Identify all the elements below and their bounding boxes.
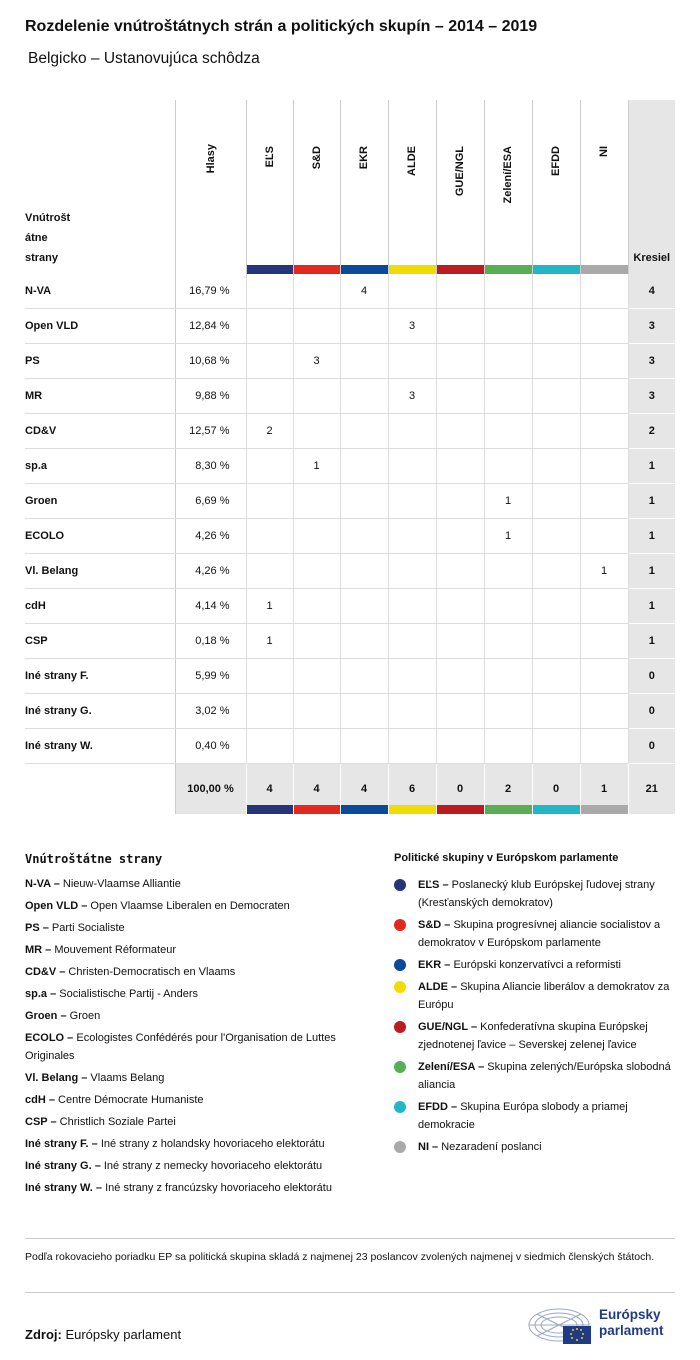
group-legend-item: GUE/NGL – Konfederatívna skupina Európskej zjednotenej ľavice – Severskej zelenej ľavice (394, 1018, 679, 1054)
group-seat-cell (388, 519, 436, 554)
group-seat-cell (293, 519, 340, 554)
group-seat-cell (246, 694, 293, 729)
party-legend-item: Iné strany W. – Iné strany z francúzsky hovoriaceho elektorátu (25, 1182, 332, 1194)
group-seat-cell (532, 414, 580, 449)
group-seat-cell (580, 379, 628, 414)
group-color-dot (394, 981, 406, 993)
party-cell: Groen (25, 484, 175, 519)
group-seat-cell (340, 414, 388, 449)
group-seat-cell (293, 659, 340, 694)
group-column-header: EĽS (246, 100, 293, 274)
group-color-bar (389, 265, 436, 274)
group-column-header: EKR (340, 100, 388, 274)
group-seat-cell (293, 484, 340, 519)
group-seat-cell: 3 (293, 344, 340, 379)
party-legend-item: Open VLD – Open Vlaamse Liberalen en Democraten (25, 900, 290, 912)
party-legend-item: cdH – Centre Démocrate Humaniste (25, 1094, 204, 1106)
party-legend-item: CSP – Christlich Soziale Partei (25, 1116, 176, 1128)
group-seat-cell (388, 624, 436, 659)
party-cell: CD&V (25, 414, 175, 449)
group-legend-heading: Politické skupiny v Európskom parlamente (394, 852, 619, 864)
source: Zdroj: Európsky parlament (25, 1327, 182, 1342)
group-seat-cell (580, 414, 628, 449)
group-legend-item: NI – Nezaradení poslanci (394, 1138, 679, 1156)
total-group-cell: 4 (340, 764, 388, 815)
party-legend (25, 852, 385, 1201)
party-legend-item: CD&V – Christen-Democratisch en Vlaams (25, 966, 236, 978)
votes-cell: 5,99 % (175, 659, 246, 694)
footnote: Podľa rokovacieho poriadku EP sa politická skupina skladá z najmenej 23 poslancov zvolených najmenej v siedmich členských štátoch. (25, 1238, 675, 1293)
table-row (25, 484, 675, 519)
party-legend-item: N-VA – Nieuw-Vlaamse Alliantie (25, 878, 181, 890)
party-legend-item: sp.a – Socialistische Partij - Anders (25, 988, 199, 1000)
group-column-header: Zelení/ESA (484, 100, 532, 274)
total-group-cell: 2 (484, 764, 532, 815)
votes-cell: 4,26 % (175, 519, 246, 554)
group-seat-cell (388, 659, 436, 694)
group-seat-cell: 1 (580, 554, 628, 589)
group-seat-cell (293, 414, 340, 449)
group-seat-cell (293, 309, 340, 344)
group-color-bar (533, 265, 580, 274)
table-row (25, 414, 675, 449)
table-row (25, 449, 675, 484)
party-cell: Open VLD (25, 309, 175, 344)
group-seat-cell (340, 519, 388, 554)
group-color-bar (341, 805, 388, 814)
group-seat-cell (340, 589, 388, 624)
group-seat-cell (580, 729, 628, 764)
party-cell: PS (25, 344, 175, 379)
group-seat-cell (580, 519, 628, 554)
group-legend-item: S&D – Skupina progresívnej aliancie socialistov a demokratov v Európskom parlamente (394, 916, 679, 952)
group-seat-cell (532, 344, 580, 379)
group-seat-cell (532, 624, 580, 659)
votes-column-header: Hlasy (175, 100, 246, 274)
seats-cell: 1 (628, 484, 675, 519)
group-seat-cell: 1 (246, 589, 293, 624)
page-title: Rozdelenie vnútroštátnych strán a politických skupín – 2014 – 2019 (25, 18, 538, 35)
party-legend-item: ECOLO – Ecologistes Confédérés pour l'Organisation de Luttes Originales (25, 1032, 336, 1062)
group-color-dot (394, 1061, 406, 1073)
group-seat-cell (580, 274, 628, 309)
total-group-cell: 6 (388, 764, 436, 815)
group-seat-cell: 1 (484, 519, 532, 554)
group-legend-item: Zelení/ESA – Skupina zelených/Európska slobodná aliancia (394, 1058, 679, 1094)
group-seat-cell (532, 694, 580, 729)
table-row (25, 589, 675, 624)
group-seat-cell (436, 729, 484, 764)
seats-cell: 3 (628, 344, 675, 379)
group-color-dot (394, 919, 406, 931)
group-seat-cell (293, 694, 340, 729)
table-row (25, 519, 675, 554)
group-seat-cell (436, 414, 484, 449)
group-color-bar (581, 805, 628, 814)
votes-cell: 0,18 % (175, 624, 246, 659)
group-seat-cell (580, 344, 628, 379)
party-cell: ECOLO (25, 519, 175, 554)
group-seat-cell (388, 589, 436, 624)
group-seat-cell (388, 729, 436, 764)
group-seat-cell (436, 589, 484, 624)
group-color-bar (437, 805, 484, 814)
group-seat-cell (484, 414, 532, 449)
group-legend-item: EKR – Európski konzervatívci a reformisti (394, 956, 679, 974)
group-seat-cell (532, 449, 580, 484)
votes-cell: 16,79 % (175, 274, 246, 309)
group-seat-cell (532, 554, 580, 589)
votes-cell: 4,26 % (175, 554, 246, 589)
group-seat-cell (436, 449, 484, 484)
votes-cell: 4,14 % (175, 589, 246, 624)
table-row (25, 309, 675, 344)
party-legend-item: MR – Mouvement Réformateur (25, 944, 177, 956)
group-seat-cell (388, 484, 436, 519)
group-seat-cell (436, 274, 484, 309)
group-seat-cell (246, 659, 293, 694)
table-row (25, 659, 675, 694)
group-seat-cell (484, 379, 532, 414)
group-seat-cell (532, 659, 580, 694)
group-seat-cell (436, 379, 484, 414)
seats-cell: 0 (628, 729, 675, 764)
group-seat-cell (484, 659, 532, 694)
group-column-header: EFDD (532, 100, 580, 274)
group-seat-cell (246, 554, 293, 589)
votes-cell: 6,69 % (175, 484, 246, 519)
total-votes-cell: 100,00 % (175, 764, 246, 815)
seats-cell: 1 (628, 589, 675, 624)
table-row (25, 694, 675, 729)
group-seat-cell (246, 344, 293, 379)
group-color-bar (389, 805, 436, 814)
group-seat-cell (532, 519, 580, 554)
group-seat-cell (340, 379, 388, 414)
group-seat-cell (340, 624, 388, 659)
group-seat-cell (580, 624, 628, 659)
group-legend-item: EĽS – Poslanecký klub Európskej ľudovej strany (Kresťanských demokratov) (394, 876, 679, 912)
party-cell: Iné strany G. (25, 694, 175, 729)
party-cell: MR (25, 379, 175, 414)
group-seat-cell (532, 379, 580, 414)
party-legend-item: Vl. Belang – Vlaams Belang (25, 1072, 165, 1084)
group-seat-cell (388, 414, 436, 449)
group-color-dot (394, 1101, 406, 1113)
seats-cell: 4 (628, 274, 675, 309)
group-seat-cell (484, 589, 532, 624)
group-seat-cell (293, 554, 340, 589)
seats-cell: 1 (628, 449, 675, 484)
group-seat-cell (484, 344, 532, 379)
group-color-dot (394, 959, 406, 971)
group-seat-cell (532, 484, 580, 519)
group-seat-cell (340, 554, 388, 589)
seats-cell: 1 (628, 624, 675, 659)
group-seat-cell (340, 729, 388, 764)
seats-cell: 1 (628, 554, 675, 589)
group-seat-cell (532, 729, 580, 764)
totals-row (25, 764, 675, 815)
parliament-building-icon (527, 1300, 597, 1344)
group-color-dot (394, 1021, 406, 1033)
group-seat-cell (580, 484, 628, 519)
page-subtitle: Belgicko – Ustanovujúca schôdza (28, 50, 260, 67)
party-legend-heading: Vnútroštátne strany (25, 852, 163, 866)
group-seat-cell (246, 729, 293, 764)
votes-cell: 12,57 % (175, 414, 246, 449)
seats-cell: 2 (628, 414, 675, 449)
votes-cell: 8,30 % (175, 449, 246, 484)
seats-cell: 3 (628, 309, 675, 344)
group-seat-cell: 1 (246, 624, 293, 659)
group-seat-cell (580, 309, 628, 344)
group-seat-cell (293, 729, 340, 764)
group-seat-cell (436, 659, 484, 694)
group-seat-cell (246, 484, 293, 519)
group-color-dot (394, 879, 406, 891)
group-seat-cell (580, 589, 628, 624)
party-legend-item: PS – Parti Socialiste (25, 922, 125, 934)
ep-logo: Európsky parlament (527, 1300, 677, 1344)
party-cell: Iné strany W. (25, 729, 175, 764)
group-color-bar (341, 265, 388, 274)
group-column-header: S&D (293, 100, 340, 274)
group-color-dot (394, 1141, 406, 1153)
group-seat-cell (580, 449, 628, 484)
party-cell: CSP (25, 624, 175, 659)
group-seat-cell: 3 (388, 379, 436, 414)
votes-cell: 12,84 % (175, 309, 246, 344)
seats-cell: 1 (628, 519, 675, 554)
group-seat-cell: 1 (484, 484, 532, 519)
group-color-bar (294, 265, 340, 274)
group-seat-cell (436, 554, 484, 589)
total-group-cell: 4 (246, 764, 293, 815)
table-row (25, 624, 675, 659)
group-seat-cell (532, 589, 580, 624)
group-seat-cell (246, 449, 293, 484)
total-group-cell: 0 (436, 764, 484, 815)
group-color-bar (485, 265, 532, 274)
group-seat-cell (388, 449, 436, 484)
group-seat-cell (484, 624, 532, 659)
group-seat-cell (340, 484, 388, 519)
group-seat-cell (436, 519, 484, 554)
votes-cell: 9,88 % (175, 379, 246, 414)
group-seat-cell (484, 554, 532, 589)
group-legend-item: ALDE – Skupina Aliancie liberálov a demokratov za Európu (394, 978, 679, 1014)
group-seat-cell (293, 274, 340, 309)
seats-cell: 0 (628, 659, 675, 694)
group-seat-cell (340, 659, 388, 694)
group-seat-cell (436, 309, 484, 344)
table-row (25, 344, 675, 379)
votes-cell: 3,02 % (175, 694, 246, 729)
group-seat-cell (532, 309, 580, 344)
table-row (25, 274, 675, 309)
group-seat-cell (484, 309, 532, 344)
group-seat-cell (246, 274, 293, 309)
group-seat-cell (340, 449, 388, 484)
party-legend-item: Iné strany F. – Iné strany z holandsky hovoriaceho elektorátu (25, 1138, 325, 1150)
party-cell: Vl. Belang (25, 554, 175, 589)
table-row (25, 554, 675, 589)
party-column-header: Vnútrošt átne strany (25, 100, 175, 274)
party-legend-item: Iné strany G. – Iné strany z nemecky hovoriaceho elektorátu (25, 1160, 323, 1172)
group-seat-cell: 4 (340, 274, 388, 309)
seats-table (25, 100, 675, 814)
group-column-header: NI (580, 100, 628, 274)
party-cell: N-VA (25, 274, 175, 309)
group-seat-cell (436, 624, 484, 659)
group-seat-cell (388, 694, 436, 729)
group-seat-cell (340, 344, 388, 379)
group-seat-cell (436, 484, 484, 519)
party-cell: Iné strany F. (25, 659, 175, 694)
group-color-bar (294, 805, 340, 814)
group-seat-cell (484, 694, 532, 729)
group-seat-cell (293, 589, 340, 624)
group-seat-cell: 1 (293, 449, 340, 484)
group-column-header: GUE/NGL (436, 100, 484, 274)
group-color-bar (485, 805, 532, 814)
group-seat-cell (484, 729, 532, 764)
total-seats-cell: 21 (628, 764, 675, 815)
group-seat-cell (340, 694, 388, 729)
group-legend (394, 852, 679, 1160)
total-group-cell: 4 (293, 764, 340, 815)
party-cell: cdH (25, 589, 175, 624)
group-seat-cell (293, 624, 340, 659)
group-seat-cell (340, 309, 388, 344)
table-row (25, 729, 675, 764)
total-group-cell: 1 (580, 764, 628, 815)
group-seat-cell (388, 554, 436, 589)
group-seat-cell (246, 379, 293, 414)
group-color-bar (581, 265, 628, 274)
total-group-cell: 0 (532, 764, 580, 815)
group-seat-cell (580, 659, 628, 694)
votes-cell: 10,68 % (175, 344, 246, 379)
group-seat-cell (246, 519, 293, 554)
totals-blank-cell (25, 764, 175, 815)
seats-column-header: Kresiel (628, 100, 675, 274)
group-color-bar (247, 265, 293, 274)
group-seat-cell (436, 344, 484, 379)
party-cell: sp.a (25, 449, 175, 484)
group-seat-cell (293, 379, 340, 414)
group-seat-cell (532, 274, 580, 309)
group-color-bar (247, 805, 293, 814)
group-color-bar (533, 805, 580, 814)
party-legend-item: Groen – Groen (25, 1010, 101, 1022)
seats-cell: 0 (628, 694, 675, 729)
group-color-bar (437, 265, 484, 274)
group-seat-cell (436, 694, 484, 729)
group-seat-cell (388, 344, 436, 379)
group-seat-cell (484, 449, 532, 484)
seats-cell: 3 (628, 379, 675, 414)
group-seat-cell (246, 309, 293, 344)
group-legend-item: EFDD – Skupina Európa slobody a priamej demokracie (394, 1098, 679, 1134)
group-seat-cell (580, 694, 628, 729)
group-seat-cell: 2 (246, 414, 293, 449)
group-column-header: ALDE (388, 100, 436, 274)
group-seat-cell (388, 274, 436, 309)
votes-cell: 0,40 % (175, 729, 246, 764)
table-row (25, 379, 675, 414)
group-seat-cell (484, 274, 532, 309)
group-seat-cell: 3 (388, 309, 436, 344)
